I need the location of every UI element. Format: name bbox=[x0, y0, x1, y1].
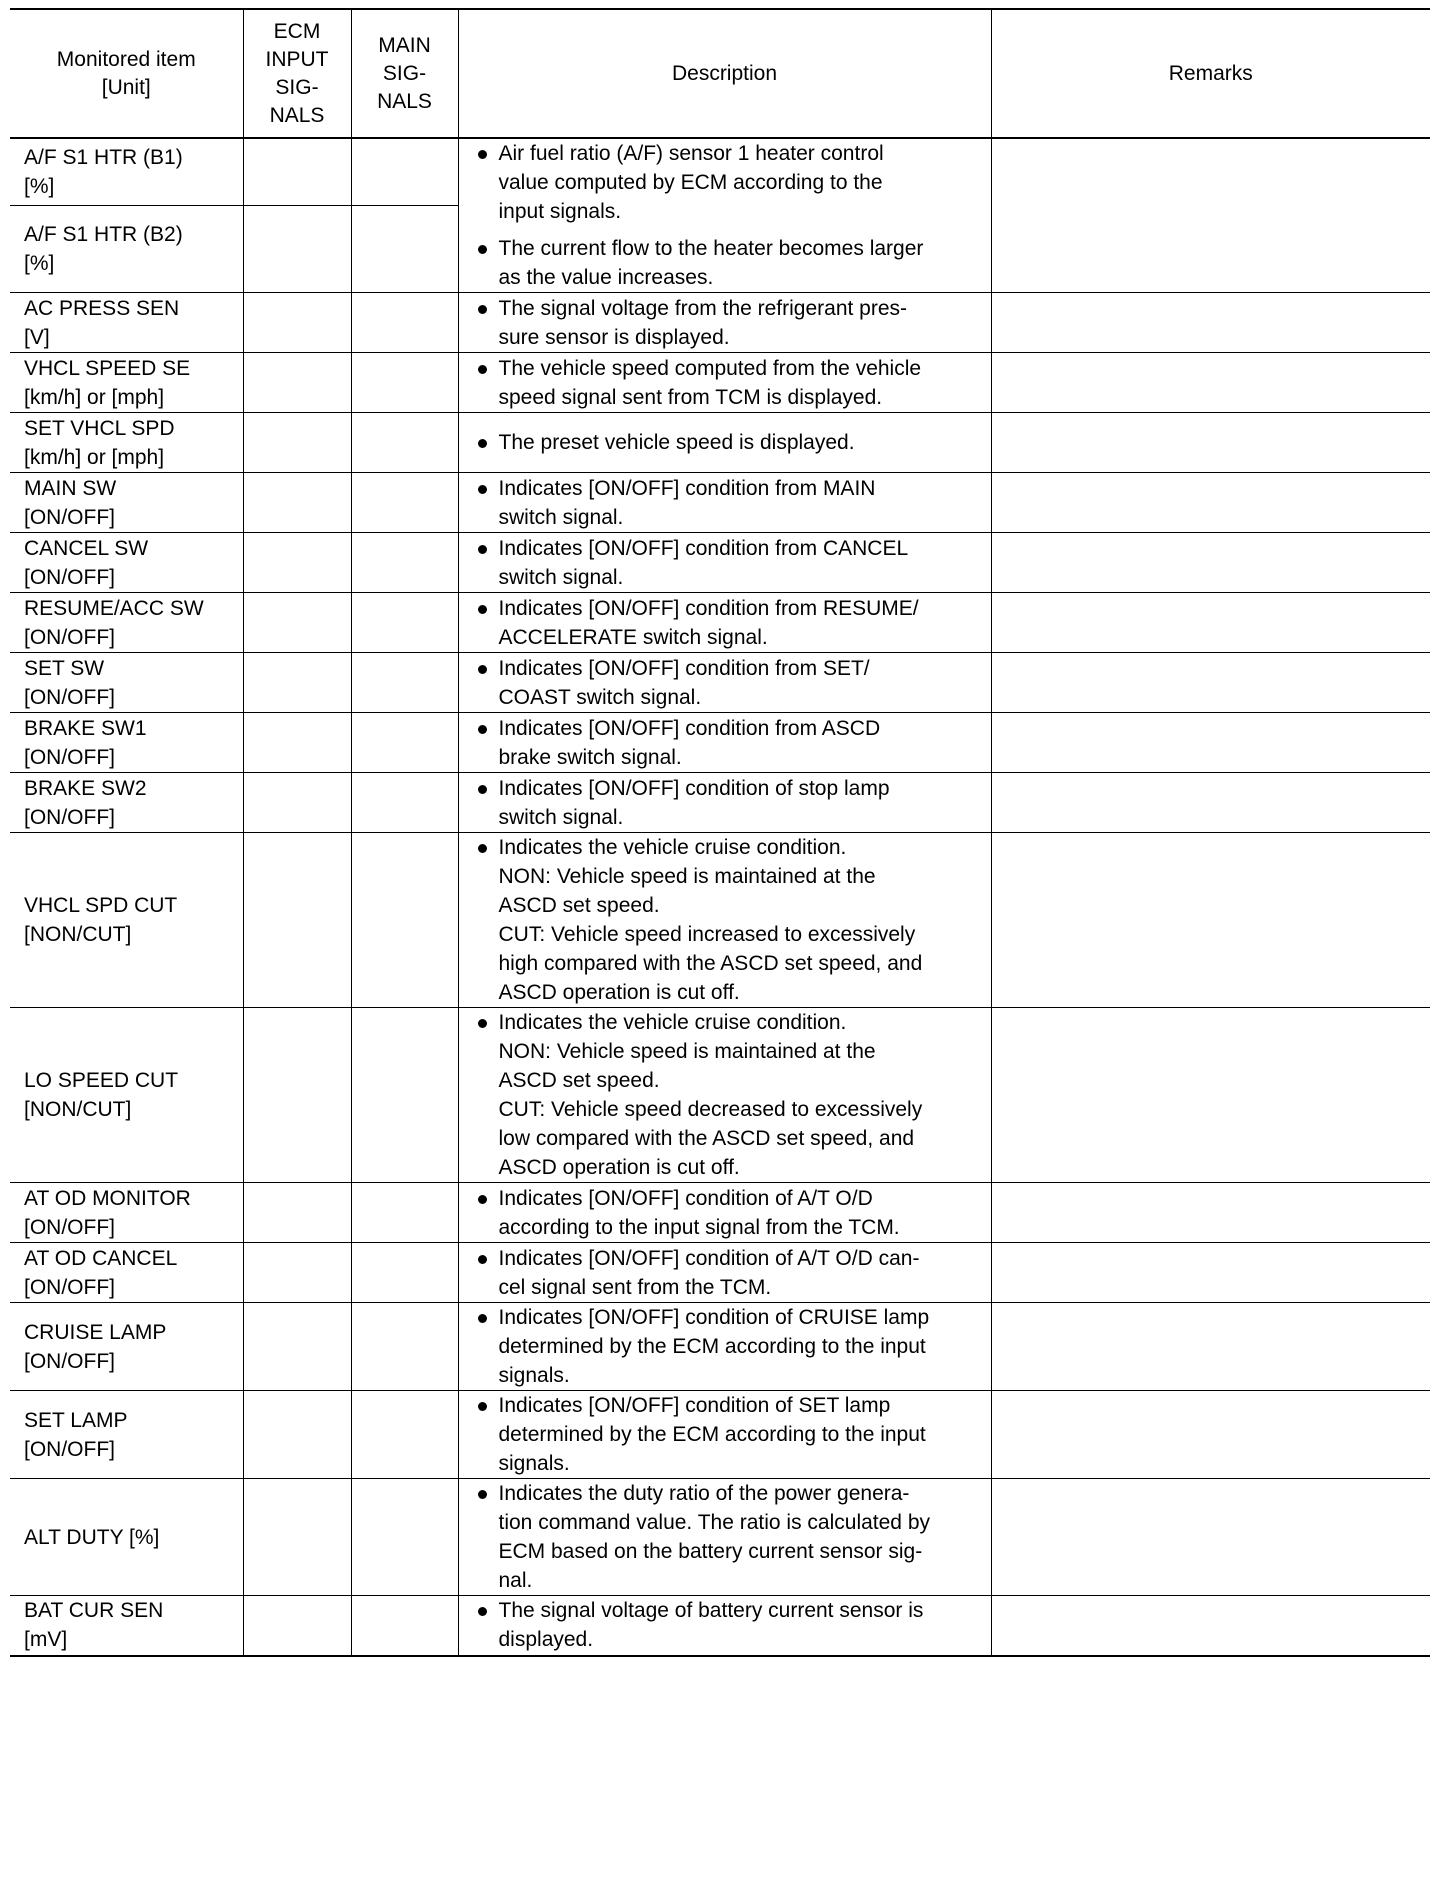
description-bullet bbox=[473, 774, 977, 832]
description-bullet-list bbox=[473, 833, 977, 1007]
monitored-item-cell bbox=[10, 1243, 243, 1303]
description-line: input signals. bbox=[498, 200, 622, 223]
monitored-item-text: VHCL SPEED SE bbox=[24, 356, 191, 380]
remarks-cell bbox=[991, 1183, 1430, 1243]
description-cell bbox=[458, 1479, 991, 1596]
table-row bbox=[10, 833, 1430, 1008]
description-line: CUT: Vehicle speed increased to excessively bbox=[498, 923, 916, 946]
description-bullet-list bbox=[473, 294, 977, 352]
header-ecm-line: NALS bbox=[269, 103, 325, 127]
description-cell bbox=[458, 713, 991, 773]
monitored-item-text: CRUISE LAMP bbox=[24, 1320, 167, 1344]
monitored-item-text: [ON/OFF] bbox=[24, 745, 115, 769]
description-bullet-list bbox=[473, 1596, 977, 1654]
description-cell bbox=[458, 1391, 991, 1479]
description-line: Indicates [ON/OFF] condition of CRUISE lamp bbox=[498, 1306, 930, 1329]
header-main-signals bbox=[351, 9, 458, 138]
header-main-line: NALS bbox=[377, 89, 432, 113]
description-bullet bbox=[473, 1244, 977, 1302]
monitored-item-text: ALT DUTY [%] bbox=[24, 1525, 160, 1549]
ecm-input-signals-cell bbox=[243, 533, 351, 593]
bullet-dot-icon bbox=[478, 785, 487, 794]
table-row bbox=[10, 473, 1430, 533]
bullet-dot-icon bbox=[478, 1255, 487, 1264]
monitored-item-cell bbox=[10, 413, 243, 473]
description-bullet bbox=[473, 294, 977, 352]
ecm-input-signals-cell bbox=[243, 1008, 351, 1183]
remarks-cell bbox=[991, 713, 1430, 773]
monitored-item-text: [NON/CUT] bbox=[24, 1098, 132, 1121]
bullet-dot-icon bbox=[478, 844, 487, 853]
bullet-dot-icon bbox=[478, 725, 487, 734]
description-line: determined by the ECM according to the input bbox=[498, 1335, 926, 1358]
monitored-item-text: [ON/OFF] bbox=[24, 565, 115, 589]
main-signals-cell bbox=[351, 353, 458, 413]
description-line: The preset vehicle speed is displayed. bbox=[498, 431, 855, 454]
description-bullet-list bbox=[473, 654, 977, 712]
description-line: ASCD operation is cut off. bbox=[498, 981, 740, 1004]
table-row bbox=[10, 1596, 1430, 1656]
bullet-dot-icon bbox=[478, 439, 487, 448]
description-bullet bbox=[473, 714, 977, 772]
description-bullet-list bbox=[473, 1008, 977, 1182]
description-line: Indicates [ON/OFF] condition of stop lamp bbox=[498, 776, 890, 800]
description-bullet-list bbox=[473, 774, 977, 832]
ecm-input-signals-cell bbox=[243, 206, 351, 293]
monitored-item-cell bbox=[10, 773, 243, 833]
bullet-dot-icon bbox=[478, 1607, 487, 1616]
description-bullet bbox=[473, 234, 977, 292]
description-bullet bbox=[473, 1008, 977, 1182]
bullet-dot-icon bbox=[478, 485, 487, 494]
description-line: The vehicle speed computed from the vehicle bbox=[498, 356, 922, 380]
description-line: Indicates the vehicle cruise condition. bbox=[498, 836, 847, 859]
table-row bbox=[10, 773, 1430, 833]
description-cell bbox=[458, 773, 991, 833]
description-line: switch signal. bbox=[498, 505, 624, 529]
ecm-input-signals-cell bbox=[243, 138, 351, 206]
description-cell bbox=[458, 1243, 991, 1303]
monitored-item-cell bbox=[10, 533, 243, 593]
bullet-dot-icon bbox=[478, 665, 487, 674]
description-bullet bbox=[473, 1479, 977, 1595]
monitored-item-text: A/F S1 HTR (B1) bbox=[24, 146, 183, 170]
table-row bbox=[10, 1243, 1430, 1303]
monitored-item-text: [km/h] or [mph] bbox=[24, 385, 165, 409]
monitored-item-text: SET LAMP bbox=[24, 1408, 128, 1432]
description-line: Indicates the duty ratio of the power genera- bbox=[498, 1482, 910, 1505]
description-bullet-list bbox=[473, 594, 977, 652]
monitored-item-cell bbox=[10, 1183, 243, 1243]
main-signals-cell bbox=[351, 1243, 458, 1303]
header-ecm-line: SIG- bbox=[275, 75, 319, 99]
description-line: Indicates [ON/OFF] condition from RESUME/ bbox=[498, 596, 919, 620]
table-row bbox=[10, 293, 1430, 353]
bullet-dot-icon bbox=[478, 545, 487, 554]
monitored-item-text: RESUME/ACC SW bbox=[24, 596, 204, 620]
monitored-item-text: MAIN SW bbox=[24, 476, 117, 500]
ecm-input-signals-cell bbox=[243, 1479, 351, 1596]
description-line: Indicates [ON/OFF] condition from CANCEL bbox=[498, 536, 909, 560]
description-line: determined by the ECM according to the input bbox=[498, 1423, 926, 1446]
main-signals-cell bbox=[351, 1479, 458, 1596]
monitored-item-cell bbox=[10, 593, 243, 653]
ecm-input-signals-cell bbox=[243, 1303, 351, 1391]
description-bullet-list bbox=[473, 1184, 977, 1242]
description-cell bbox=[458, 653, 991, 713]
ecm-input-signals-cell bbox=[243, 653, 351, 713]
remarks-cell bbox=[991, 653, 1430, 713]
description-bullet-list bbox=[473, 714, 977, 772]
header-description: Description bbox=[458, 9, 991, 138]
remarks-cell bbox=[991, 1596, 1430, 1656]
monitored-item-text: [%] bbox=[24, 175, 55, 199]
monitored-item-text: [ON/OFF] bbox=[24, 1437, 115, 1461]
header-item-line: Monitored item bbox=[56, 47, 196, 71]
main-signals-cell bbox=[351, 473, 458, 533]
description-line: ASCD set speed. bbox=[498, 1069, 660, 1092]
description-cell bbox=[458, 293, 991, 353]
description-bullet-list bbox=[473, 1391, 977, 1478]
monitored-item-text: VHCL SPD CUT bbox=[24, 894, 178, 917]
table-row bbox=[10, 1303, 1430, 1391]
description-bullet-list bbox=[473, 139, 977, 292]
description-line: CUT: Vehicle speed decreased to excessively bbox=[498, 1098, 923, 1121]
bullet-dot-icon bbox=[478, 1402, 487, 1411]
bullet-dot-icon bbox=[478, 1490, 487, 1499]
main-signals-cell bbox=[351, 593, 458, 653]
table-row bbox=[10, 713, 1430, 773]
monitored-item-cell bbox=[10, 1303, 243, 1391]
ecm-input-signals-cell bbox=[243, 713, 351, 773]
remarks-cell bbox=[991, 138, 1430, 293]
header-main-line: SIG- bbox=[382, 61, 427, 85]
monitored-item-cell bbox=[10, 653, 243, 713]
description-cell bbox=[458, 413, 991, 473]
remarks-cell bbox=[991, 1303, 1430, 1391]
description-cell bbox=[458, 353, 991, 413]
main-signals-cell bbox=[351, 1596, 458, 1656]
description-line: switch signal. bbox=[498, 565, 624, 589]
ecm-input-signals-cell bbox=[243, 1183, 351, 1243]
monitored-item-text: AC PRESS SEN bbox=[24, 296, 180, 320]
description-line: speed signal sent from TCM is displayed. bbox=[498, 385, 883, 409]
table-row bbox=[10, 1479, 1430, 1596]
main-signals-cell bbox=[351, 413, 458, 473]
monitored-item-text: BAT CUR SEN bbox=[24, 1599, 164, 1623]
monitored-item-text: [V] bbox=[24, 325, 50, 349]
bullet-dot-icon bbox=[478, 150, 487, 159]
monitored-item-text: A/F S1 HTR (B2) bbox=[24, 223, 183, 247]
monitored-item-text: [%] bbox=[24, 252, 55, 276]
table-row bbox=[10, 353, 1430, 413]
monitored-item-text: BRAKE SW2 bbox=[24, 776, 147, 800]
remarks-cell bbox=[991, 413, 1430, 473]
remarks-cell bbox=[991, 773, 1430, 833]
description-line: nal. bbox=[498, 1569, 533, 1592]
ecm-input-signals-cell bbox=[243, 1243, 351, 1303]
monitored-item-cell bbox=[10, 1008, 243, 1183]
table-row bbox=[10, 653, 1430, 713]
main-signals-cell bbox=[351, 773, 458, 833]
header-ecm-input-signals bbox=[243, 9, 351, 138]
main-signals-cell bbox=[351, 833, 458, 1008]
table-row bbox=[10, 138, 1430, 206]
monitored-item-text: [ON/OFF] bbox=[24, 505, 115, 529]
description-line: brake switch signal. bbox=[498, 745, 682, 769]
main-signals-cell bbox=[351, 138, 458, 206]
description-bullet-list bbox=[473, 1244, 977, 1302]
main-signals-cell bbox=[351, 653, 458, 713]
bullet-dot-icon bbox=[478, 605, 487, 614]
monitored-item-cell bbox=[10, 293, 243, 353]
header-item-line: [Unit] bbox=[101, 75, 151, 99]
description-bullet bbox=[473, 139, 977, 226]
description-cell bbox=[458, 1183, 991, 1243]
bullet-dot-icon bbox=[478, 365, 487, 374]
description-bullet-list bbox=[473, 1479, 977, 1595]
description-line: Indicates [ON/OFF] condition from MAIN bbox=[498, 476, 876, 500]
description-line: signals. bbox=[498, 1452, 570, 1475]
description-bullet bbox=[473, 428, 977, 457]
description-bullet-list bbox=[473, 534, 977, 592]
description-line: tion command value. The ratio is calculated by bbox=[498, 1511, 931, 1534]
description-line: The current flow to the heater becomes larger bbox=[498, 237, 924, 260]
monitored-item-text: AT OD CANCEL bbox=[24, 1246, 178, 1270]
description-line: cel signal sent from the TCM. bbox=[498, 1275, 772, 1299]
table-row bbox=[10, 1008, 1430, 1183]
monitored-item-cell bbox=[10, 1391, 243, 1479]
description-line: high compared with the ASCD set speed, and bbox=[498, 952, 923, 975]
remarks-cell bbox=[991, 1008, 1430, 1183]
ecm-input-signals-cell bbox=[243, 1391, 351, 1479]
monitored-item-cell bbox=[10, 1596, 243, 1656]
monitored-item-text: SET VHCL SPD bbox=[24, 416, 175, 440]
description-bullet bbox=[473, 1596, 977, 1654]
description-line: Indicates [ON/OFF] condition from SET/ bbox=[498, 656, 870, 680]
main-signals-cell bbox=[351, 1008, 458, 1183]
description-cell bbox=[458, 138, 991, 293]
description-bullet bbox=[473, 354, 977, 412]
description-line: ACCELERATE switch signal. bbox=[498, 625, 768, 649]
description-bullet-list bbox=[473, 354, 977, 412]
main-signals-cell bbox=[351, 1183, 458, 1243]
table-row bbox=[10, 1183, 1430, 1243]
description-line: ECM based on the battery current sensor sig- bbox=[498, 1540, 923, 1563]
remarks-cell bbox=[991, 1391, 1430, 1479]
monitored-item-text: [mV] bbox=[24, 1628, 68, 1652]
description-line: COAST switch signal. bbox=[498, 685, 702, 709]
description-line: low compared with the ASCD set speed, and bbox=[498, 1127, 915, 1150]
main-signals-cell bbox=[351, 533, 458, 593]
description-bullet bbox=[473, 534, 977, 592]
ecm-input-signals-cell bbox=[243, 353, 351, 413]
ecm-input-signals-cell bbox=[243, 773, 351, 833]
monitored-item-text: [ON/OFF] bbox=[24, 625, 115, 649]
description-line: The signal voltage of battery current sensor is bbox=[498, 1599, 924, 1623]
header-main-line: MAIN bbox=[378, 33, 431, 57]
description-line: Indicates [ON/OFF] condition of A/T O/D can- bbox=[498, 1246, 920, 1270]
table-header-row bbox=[10, 9, 1430, 138]
description-line: value computed by ECM according to the bbox=[498, 171, 883, 194]
monitored-item-text: [ON/OFF] bbox=[24, 1275, 115, 1299]
description-cell bbox=[458, 593, 991, 653]
description-line: sure sensor is displayed. bbox=[498, 325, 730, 349]
remarks-cell bbox=[991, 1243, 1430, 1303]
remarks-cell bbox=[991, 1479, 1430, 1596]
description-line: ASCD operation is cut off. bbox=[498, 1156, 740, 1179]
remarks-cell bbox=[991, 833, 1430, 1008]
ecm-input-signals-cell bbox=[243, 593, 351, 653]
monitored-item-text: [ON/OFF] bbox=[24, 685, 115, 709]
description-cell bbox=[458, 533, 991, 593]
bullet-dot-icon bbox=[478, 245, 487, 254]
description-cell bbox=[458, 1008, 991, 1183]
description-bullet bbox=[473, 1391, 977, 1478]
description-line: NON: Vehicle speed is maintained at the bbox=[498, 865, 876, 888]
bullet-dot-icon bbox=[478, 305, 487, 314]
table-row bbox=[10, 413, 1430, 473]
ecm-input-signals-cell bbox=[243, 833, 351, 1008]
monitored-item-text: [km/h] or [mph] bbox=[24, 445, 165, 469]
monitored-item-cell bbox=[10, 138, 243, 206]
header-ecm-line: ECM bbox=[273, 19, 321, 43]
table-row bbox=[10, 1391, 1430, 1479]
main-signals-cell bbox=[351, 713, 458, 773]
description-line: The signal voltage from the refrigerant pres- bbox=[498, 296, 908, 320]
description-line: Indicates [ON/OFF] condition from ASCD bbox=[498, 716, 881, 740]
monitored-item-text: LO SPEED CUT bbox=[24, 1069, 179, 1092]
bullet-dot-icon bbox=[478, 1314, 487, 1323]
header-monitored-item bbox=[10, 9, 243, 138]
description-bullet-list bbox=[473, 474, 977, 532]
monitored-item-cell bbox=[10, 353, 243, 413]
monitored-item-cell bbox=[10, 833, 243, 1008]
description-line: NON: Vehicle speed is maintained at the bbox=[498, 1040, 876, 1063]
description-line: Indicates [ON/OFF] condition of SET lamp bbox=[498, 1394, 891, 1417]
description-line: Indicates the vehicle cruise condition. bbox=[498, 1011, 847, 1034]
description-bullet bbox=[473, 594, 977, 652]
monitored-item-cell bbox=[10, 206, 243, 293]
description-line: Air fuel ratio (A/F) sensor 1 heater control bbox=[498, 142, 884, 165]
bullet-dot-icon bbox=[478, 1019, 487, 1028]
description-cell bbox=[458, 1596, 991, 1656]
monitored-items-table bbox=[10, 8, 1430, 1657]
monitored-item-text: SET SW bbox=[24, 656, 105, 680]
remarks-cell bbox=[991, 293, 1430, 353]
header-remarks: Remarks bbox=[991, 9, 1430, 138]
description-line: as the value increases. bbox=[498, 266, 714, 289]
remarks-cell bbox=[991, 473, 1430, 533]
main-signals-cell bbox=[351, 206, 458, 293]
description-bullet bbox=[473, 833, 977, 1007]
main-signals-cell bbox=[351, 293, 458, 353]
ecm-input-signals-cell bbox=[243, 413, 351, 473]
monitored-item-cell bbox=[10, 1479, 243, 1596]
ecm-input-signals-cell bbox=[243, 293, 351, 353]
description-cell bbox=[458, 473, 991, 533]
description-line: Indicates [ON/OFF] condition of A/T O/D bbox=[498, 1186, 873, 1210]
ecm-input-signals-cell bbox=[243, 473, 351, 533]
description-bullet-list bbox=[473, 428, 977, 457]
description-cell bbox=[458, 1303, 991, 1391]
table-row bbox=[10, 533, 1430, 593]
description-line: switch signal. bbox=[498, 805, 624, 829]
monitored-item-text: [ON/OFF] bbox=[24, 805, 115, 829]
monitored-item-text: [ON/OFF] bbox=[24, 1215, 115, 1239]
bullet-dot-icon bbox=[478, 1195, 487, 1204]
monitored-item-cell bbox=[10, 473, 243, 533]
description-cell bbox=[458, 833, 991, 1008]
description-line: according to the input signal from the TCM. bbox=[498, 1215, 900, 1239]
remarks-cell bbox=[991, 593, 1430, 653]
description-bullet bbox=[473, 654, 977, 712]
table-row bbox=[10, 593, 1430, 653]
description-bullet bbox=[473, 474, 977, 532]
remarks-cell bbox=[991, 353, 1430, 413]
description-bullet bbox=[473, 1184, 977, 1242]
monitored-item-text: CANCEL SW bbox=[24, 536, 149, 560]
description-bullet-list bbox=[473, 1303, 977, 1390]
description-line: signals. bbox=[498, 1364, 570, 1387]
ecm-input-signals-cell bbox=[243, 1596, 351, 1656]
monitored-item-cell bbox=[10, 713, 243, 773]
main-signals-cell bbox=[351, 1303, 458, 1391]
description-line: ASCD set speed. bbox=[498, 894, 660, 917]
monitored-item-text: BRAKE SW1 bbox=[24, 716, 147, 740]
header-ecm-line: INPUT bbox=[265, 47, 329, 71]
description-bullet bbox=[473, 1303, 977, 1390]
monitored-item-text: [NON/CUT] bbox=[24, 923, 132, 946]
main-signals-cell bbox=[351, 1391, 458, 1479]
monitored-item-text: [ON/OFF] bbox=[24, 1349, 115, 1373]
remarks-cell bbox=[991, 533, 1430, 593]
monitored-item-text: AT OD MONITOR bbox=[24, 1186, 191, 1210]
description-line: displayed. bbox=[498, 1628, 594, 1652]
